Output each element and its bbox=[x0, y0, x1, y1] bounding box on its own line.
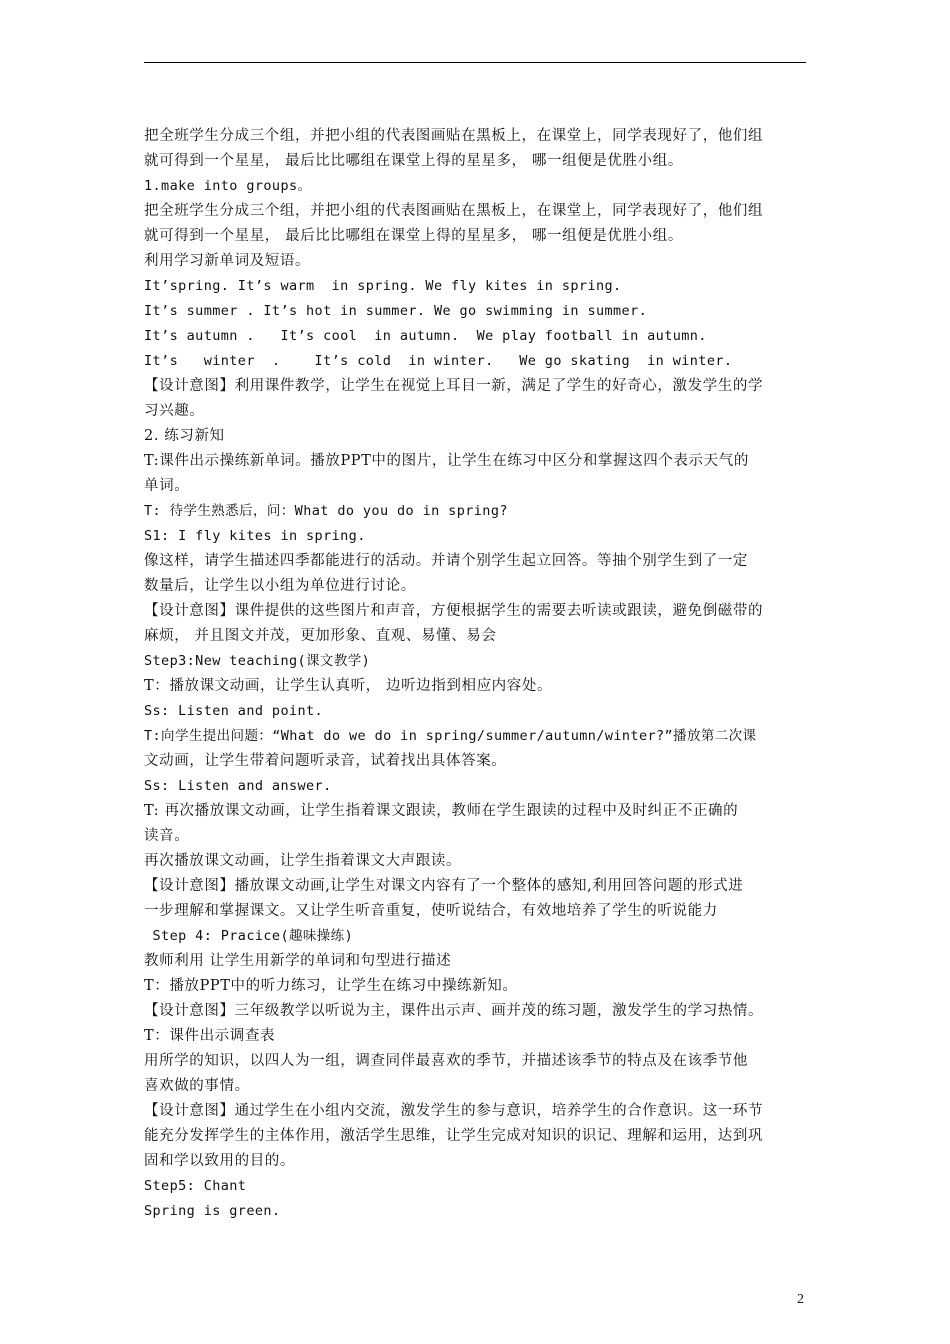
text-line: 【设计意图】利用课件教学，让学生在视觉上耳目一新，满足了学生的好奇心，激发学生的学 bbox=[144, 378, 764, 394]
text-line: It’s autumn . It’s cool in autumn. We play football in autumn. bbox=[144, 328, 707, 344]
header-rule bbox=[144, 62, 806, 63]
text-line: 文动画，让学生带着问题听录音，试着找出具体答案。 bbox=[144, 753, 507, 769]
page-number: 2 bbox=[797, 1292, 804, 1307]
text-line: Ss: Listen and point. bbox=[144, 703, 324, 719]
text-line: Step3:New teaching(课文教学) bbox=[144, 653, 371, 669]
text-line: 2. 练习新知 bbox=[144, 428, 225, 444]
text-line: 再次播放课文动画，让学生指着课文大声跟读。 bbox=[144, 853, 462, 869]
text-line: 喜欢做的事情。 bbox=[144, 1078, 250, 1094]
text-line: T：播放课文动画，让学生认真听， 边听边指到相应内容处。 bbox=[144, 678, 553, 694]
text-line: 就可得到一个星星， 最后比比哪组在课堂上得的星星多， 哪一组便是优胜小组。 bbox=[144, 228, 683, 244]
text-line: 一步理解和掌握课文。又让学生听音重复，使听说结合，有效地培养了学生的听说能力 bbox=[144, 903, 718, 919]
text-line: 用所学的知识，以四人为一组，调查同伴最喜欢的季节，并描述该季节的特点及在该季节他 bbox=[144, 1053, 748, 1069]
text-line: T：课件出示调查表 bbox=[144, 1028, 276, 1044]
text-line: T: 再次播放课文动画，让学生指着课文跟读，教师在学生跟读的过程中及时纠正不正确的 bbox=[144, 803, 739, 819]
text-line: It’s winter . It’s cold in winter. We go skating in winter. bbox=[144, 353, 733, 369]
text-line: 单词。 bbox=[144, 478, 190, 494]
text-line: It’spring. It’s warm in spring. We fly kites in spring. bbox=[144, 278, 622, 294]
text-line: 像这样，请学生描述四季都能进行的活动。并请个别学生起立回答。等抽个别学生到了一定 bbox=[144, 553, 748, 569]
text-line: 【设计意图】通过学生在小组内交流，激发学生的参与意识，培养学生的合作意识。这一环节 bbox=[144, 1103, 764, 1119]
text-line: T：播放PPT中的听力练习，让学生在练习中操练新知。 bbox=[144, 978, 518, 994]
text-line: It’s summer . It’s hot in summer. We go swimming in summer. bbox=[144, 303, 648, 319]
text-line: 利用学习新单词及短语。 bbox=[144, 253, 311, 269]
text-line: Ss: Listen and answer. bbox=[144, 778, 332, 794]
text-line: Step 4: Pracice(趣味操练) bbox=[144, 928, 354, 944]
text-line: 把全班学生分成三个组，并把小组的代表图画贴在黑板上，在课堂上，同学表现好了，他们组 bbox=[144, 203, 764, 219]
text-line: 1.make into groups。 bbox=[144, 178, 312, 194]
text-line: 就可得到一个星星， 最后比比哪组在课堂上得的星星多， 哪一组便是优胜小组。 bbox=[144, 153, 683, 169]
text-line: 教师利用 让学生用新学的单词和句型进行描述 bbox=[144, 953, 452, 969]
text-line: 读音。 bbox=[144, 828, 190, 844]
text-line: Step5: Chant bbox=[144, 1178, 247, 1194]
text-line: 【设计意图】课件提供的这些图片和声音，方便根据学生的需要去听读或跟读，避免倒磁带的 bbox=[144, 603, 764, 619]
text-line: 【设计意图】三年级教学以听说为主，课件出示声、画并茂的练习题，激发学生的学习热情。 bbox=[144, 1003, 764, 1019]
text-line: 【设计意图】播放课文动画,让学生对课文内容有了一个整体的感知,利用回答问题的形式进 bbox=[144, 878, 744, 894]
text-line: T:课件出示操练新单词。播放PPT中的图片，让学生在练习中区分和掌握这四个表示天气的 bbox=[144, 453, 749, 469]
text-line: 习兴趣。 bbox=[144, 403, 205, 419]
text-line: Spring is green. bbox=[144, 1203, 281, 1219]
text-line: T: 待学生熟悉后，问：What do you do in spring? bbox=[144, 503, 508, 519]
text-line: T:向学生提出问题：“What do we do in spring/summer/autumn/winter?”播放第二次课 bbox=[144, 728, 757, 744]
text-line: 固和学以致用的目的。 bbox=[144, 1153, 295, 1169]
text-line: 麻烦， 并且图文并茂，更加形象、直观、易懂、易会 bbox=[144, 628, 497, 644]
document-body bbox=[144, 124, 806, 1224]
text-line: S1: I fly kites in spring. bbox=[144, 528, 366, 544]
text-line: 把全班学生分成三个组，并把小组的代表图画贴在黑板上，在课堂上，同学表现好了，他们组 bbox=[144, 128, 764, 144]
text-line: 能充分发挥学生的主体作用，激活学生思维，让学生完成对知识的识记、理解和运用，达到巩 bbox=[144, 1128, 764, 1144]
text-line: 数量后，让学生以小组为单位进行讨论。 bbox=[144, 578, 416, 594]
